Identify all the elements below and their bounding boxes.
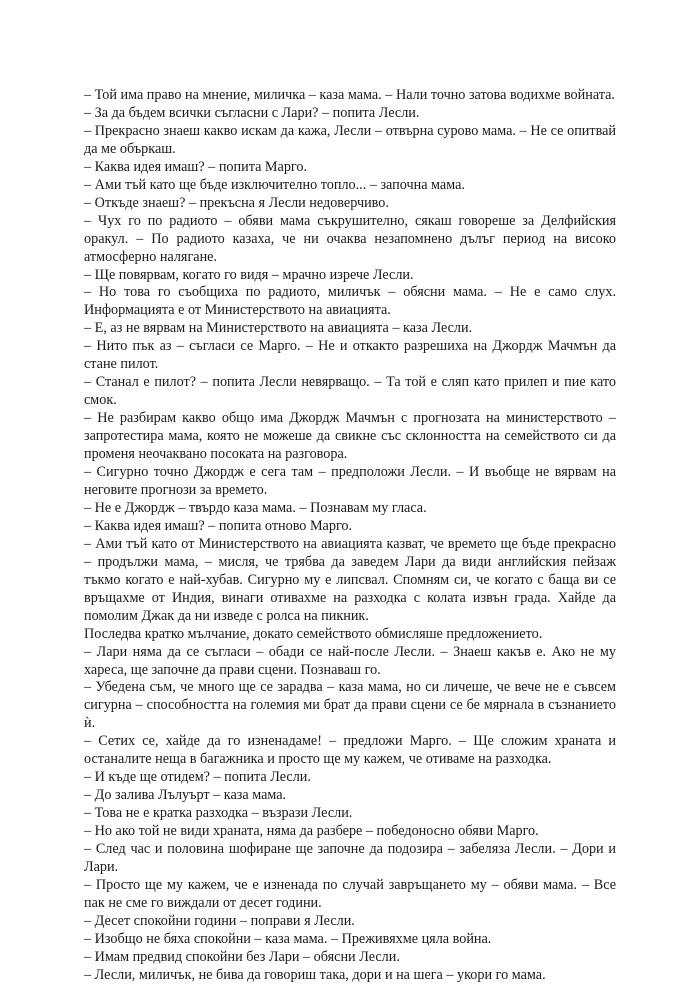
paragraph: – Ами тъй като от Министерството на авиацията казват, че времето ще бъде прекрасно – продължи мама, – мисля, че трябва да заведем Лари да види английския пейзаж тъкмо когато е най-хубав. Сигурно му е липсвал. Спомням си, че когато с баща ви се връщахме от Индия, винаги отивахме на разходка с колата извън града. Хайде да помолим Джак да ни изведе с ролса на пикник. xyxy=(84,535,616,624)
paragraph: – Чух го по радиото – обяви мама съкрушително, сякаш говореше за Делфийския оракул. – По радиото казаха, че ни очаква незапомнено дълъг период на високо атмосферно налягане. xyxy=(84,212,616,265)
paragraph: – Лари няма да се съгласи – обади се най-после Лесли. – Знаеш какъв е. Ако не му хареса, ще започне да прави сцени. Познаваш го. xyxy=(84,643,616,678)
paragraph: – И къде ще отидем? – попита Лесли. xyxy=(84,769,311,786)
paragraph: – Не разбирам какво общо има Джордж Мачмън с прогнозата на министерството – запротестира мама, която не можеше да свикне със склонността на семейството си да променя неочаквано посоката на разговора. xyxy=(84,410,616,463)
paragraph: Последва кратко мълчание, докато семейството обмисляше предложението. xyxy=(84,625,543,642)
paragraph: – Той има право на мнение, миличка – каза мама. – Нали точно затова водихме войната. xyxy=(84,87,615,103)
paragraph: – Каква идея имаш? – попита Марго. xyxy=(84,158,308,175)
paragraph: – Лесли, миличък, не бива да говориш така, дори и на шега – укори го мама. xyxy=(84,966,546,983)
paragraph: – Нито пък аз – съгласи се Марго. – Не и откакто разрешиха на Джордж Мачмън да стане пилот. xyxy=(84,338,616,373)
paragraph: – Откъде знаеш? – прекъсна я Лесли недоверчиво. xyxy=(84,194,389,211)
paragraph: – Сетих се, хайде да го изненадаме! – предложи Марго. – Ще сложим храната и останалите неща в багажника и просто ще му кажем, че отиваме на разходка. xyxy=(84,733,616,768)
paragraph: – Но ако той не види храната, няма да разбере – победоносно обяви Марго. xyxy=(84,823,539,840)
paragraph: – Прекрасно знаеш какво искам да кажа, Лесли – отвърна сурово мама. – Не се опитвай да ме объркаш. xyxy=(84,122,616,157)
paragraph: – Ще повярвам, когато го видя – мрачно изрече Лесли. xyxy=(84,266,414,283)
paragraph: – Но това го съобщиха по радиото, миличък – обясни мама. – Не е само слух. Информацията е от Министерството на авиацията. xyxy=(84,284,616,319)
paragraph: – Имам предвид спокойни без Лари – обясни Лесли. xyxy=(84,948,400,965)
paragraph: – За да бъдем всички съгласни с Лари? – попита Лесли. xyxy=(84,104,420,121)
paragraph: – Ами тъй като ще бъде изключително топло... – започна мама. xyxy=(84,176,465,193)
paragraph: – Не е Джордж – твърдо каза мама. – Познавам му гласа. xyxy=(84,499,427,516)
paragraph: – Станал е пилот? – попита Лесли невярващо. – Та той е сляп като прилеп и пие като смок. xyxy=(84,374,616,409)
paragraph: – Каква идея имаш? – попита отново Марго. xyxy=(84,517,353,534)
paragraph: – Десет спокойни години – поправи я Лесли. xyxy=(84,912,355,929)
paragraph: – Изобщо не бяха спокойни – каза мама. – Преживяхме цяла война. xyxy=(84,930,492,947)
document-body xyxy=(84,87,616,985)
paragraph: – Сигурно точно Джордж е сега там – предположи Лесли. – И въобще не вярвам на неговите прогнози за времето. xyxy=(84,464,616,498)
paragraph: – Убедена съм, че много ще се зарадва – каза мама, но си личеше, че вече не е съвсем сигурна – способността на големия ми брат да прави сцени се бе мярнала в съзнанието ѝ. xyxy=(84,679,616,732)
paragraph: – След час и половина шофиране ще започне да подозира – забеляза Лесли. – Дори и Лари. xyxy=(84,841,616,875)
paragraph: – Това не е кратка разходка – възрази Лесли. xyxy=(84,805,353,822)
paragraph: – Е, аз не вярвам на Министерството на авиацията – каза Лесли. xyxy=(84,320,473,337)
paragraph: – До залива Лълуърт – каза мама. xyxy=(84,787,287,804)
paragraph: – Просто ще му кажем, че е изненада по случай завръщането му – обяви мама. – Все пак не сме го виждали от десет години. xyxy=(84,876,616,911)
